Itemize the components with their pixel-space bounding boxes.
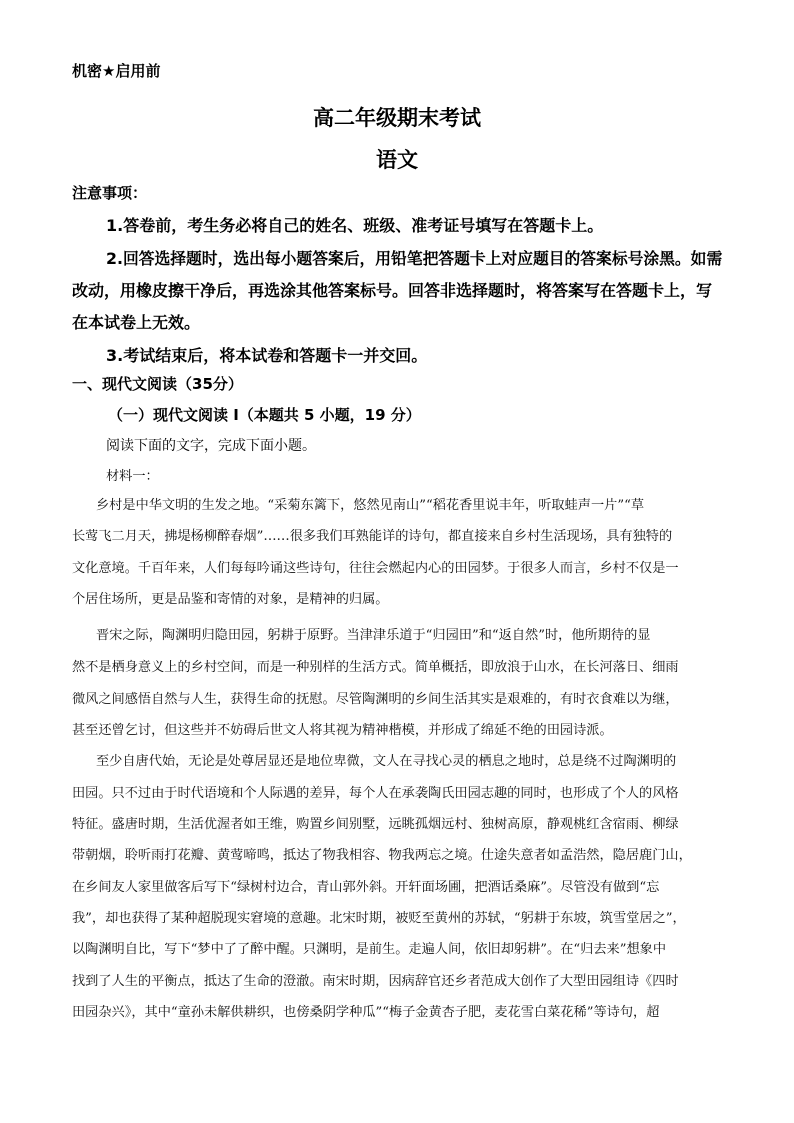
notice-heading: 注意事项： [72,184,148,202]
passage-line: 以陶渊明自比，写下“梦中了了醉中醒。只渊明，是前生。走遍人间，依旧却躬耕”。在“归去来”想象中 [72,942,667,957]
passage-line: 个居住场所，更是品鉴和寄情的对象，是精神的归属。 [72,592,389,607]
passage-line: 找到了人生的平衡点，抵达了生命的澄澈。南宋时期，因病辞官还乡者范成大创作了大型田园组诗《四时 [72,974,679,989]
notice-line: 改动，用橡皮擦干净后，再选涂其他答案标号。回答非选择题时，将答案写在答题卡上，写 [72,281,713,300]
subsection-heading: （一）现代文阅读 I（本题共 5 小题，19 分） [108,406,421,424]
section-heading: 一、现代文阅读（35分） [72,375,243,393]
passage-line: 晋宋之际，陶渊明归隐田园，躬耕于原野。当津津乐道于“归园田”和“返自然”时，他所期待的显 [96,628,651,643]
passage-line: 文化意境。千百年来，人们每每吟诵这些诗句，往往会燃起内心的田园梦。于很多人而言，乡村不仅是一 [72,561,679,576]
subject-title: 语文 [376,148,418,172]
passage-line: 长莺飞二月天，拂堤杨柳醉春烟”……很多我们耳熟能详的诗句，都直接来自乡村生活现场，具有独特的 [72,529,673,544]
passage-line: 微风之间感悟自然与人生，获得生命的抚慰。尽管陶渊明的乡间生活其实是艰难的，有时衣食难以为继， [72,692,679,707]
passage-line: 至少自唐代始，无论是处尊居显还是地位卑微，文人在寻找心灵的栖息之地时，总是绕不过陶渊明的 [96,754,677,769]
passage-line: 带朝烟，聆听雨打花瓣、黄莺啼鸣，抵达了物我相容、物我两忘之境。仕途失意者如孟浩然，隐居鹿门山， [72,848,692,863]
passage-line: 我”，却也获得了某种超脱现实窘境的意趣。北宋时期，被贬至黄州的苏轼，“躬耕于东坡，筑雪堂居之”， [72,911,686,926]
passage-line: 田园杂兴》，其中“童孙未解供耕织，也傍桑阴学种瓜”“梅子金黄杏子肥，麦花雪白菜花稀”等诗句，超 [72,1005,660,1020]
passage-line: 然不是栖身意义上的乡村空间，而是一种别样的生活方式。简单概括，即放浪于山水，在长河落日、细雨 [72,660,679,675]
passage-line: 在乡间友人家里做客后写下“绿树村边合，青山郭外斜。开轩面场圃，把酒话桑麻”。尽管没有做到“忘 [72,880,660,895]
passage-line: 乡村是中华文明的生发之地。“采菊东篱下，悠然见南山”“稻花香里说丰年，听取蛙声一片”“草 [96,498,645,513]
reading-instruction: 阅读下面的文字，完成下面小题。 [106,438,316,454]
notice-line: 2.回答选择题时，选出每小题答案后，用铅笔把答题卡上对应题目的答案标号涂黑。如需 [106,249,723,268]
passage-line: 甚至还曾乞讨，但这些并不妨碍后世文人将其视为精神楷模，并形成了绵延不绝的田园诗派。 [72,723,613,738]
passage-line: 田园。只不过由于时代语境和个人际遇的差异，每个人在承袭陶氏田园志趣的同时，也形成了个人的风格 [72,786,679,801]
passage-line: 特征。盛唐时期，生活优渥者如王维，购置乡间别墅，远眺孤烟远村、独树高原，静观桃红含宿雨、柳绿 [72,817,679,832]
notice-line: 3.考试结束后，将本试卷和答题卡一并交回。 [106,346,428,365]
material-label: 材料一： [106,469,159,484]
exam-title: 高二年级期末考试 [313,106,481,130]
notice-line: 在本试卷上无效。 [72,313,201,332]
confidential-mark: 机密★启用前 [72,62,161,80]
notice-line: 1.答卷前，考生务必将自己的姓名、班级、准考证号填写在答题卡上。 [106,216,604,235]
